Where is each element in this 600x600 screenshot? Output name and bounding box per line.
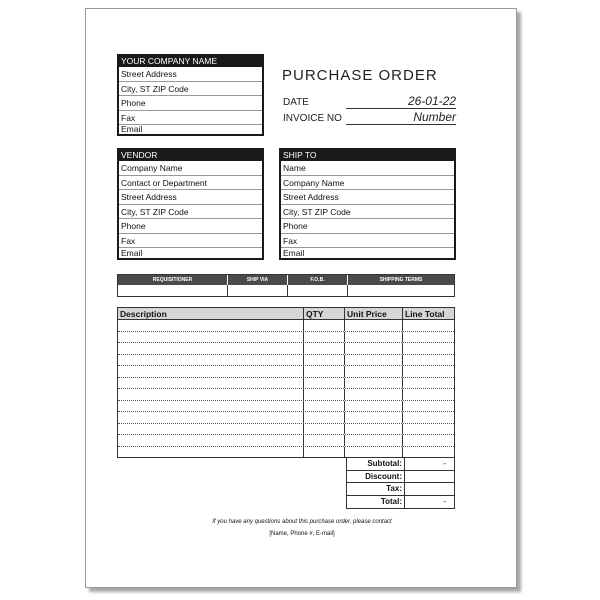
description-cell[interactable] bbox=[118, 424, 304, 435]
vendor-header: VENDOR bbox=[119, 150, 262, 161]
table-row bbox=[118, 355, 454, 367]
description-cell[interactable] bbox=[118, 378, 304, 389]
qty-cell[interactable] bbox=[304, 366, 345, 377]
ship-to-city: City, ST ZIP Code bbox=[281, 205, 454, 220]
table-row bbox=[118, 401, 454, 413]
table-row bbox=[118, 366, 454, 378]
vendor-street: Street Address bbox=[119, 190, 262, 205]
line-total-cell[interactable] bbox=[403, 332, 454, 343]
description-cell[interactable] bbox=[118, 435, 304, 446]
description-cell[interactable] bbox=[118, 355, 304, 366]
ship-to-street: Street Address bbox=[281, 190, 454, 205]
subtotal-label: Subtotal: bbox=[347, 458, 405, 470]
total-label: Total: bbox=[347, 496, 405, 509]
footer-contact-text: [Name, Phone #, E-mail] bbox=[269, 531, 335, 537]
table-row bbox=[118, 332, 454, 344]
company-box bbox=[117, 54, 264, 136]
line-total-cell[interactable] bbox=[403, 447, 454, 459]
table-row bbox=[118, 435, 454, 447]
unit-price-cell[interactable] bbox=[345, 378, 403, 389]
vendor-city: City, ST ZIP Code bbox=[119, 205, 262, 220]
company-phone: Phone bbox=[119, 96, 262, 111]
vendor-phone: Phone bbox=[119, 219, 262, 234]
fob-header: F.O.B. bbox=[288, 275, 348, 285]
qty-cell[interactable] bbox=[304, 320, 345, 331]
line-total-cell[interactable] bbox=[403, 343, 454, 354]
qty-cell[interactable] bbox=[304, 389, 345, 400]
total-row bbox=[347, 496, 454, 509]
qty-cell[interactable] bbox=[304, 435, 345, 446]
unit-price-header: Unit Price bbox=[345, 308, 403, 319]
line-total-cell[interactable] bbox=[403, 435, 454, 446]
line-total-header: Line Total bbox=[405, 309, 445, 319]
total-value: - bbox=[443, 496, 446, 506]
vendor-box bbox=[117, 148, 264, 260]
qty-cell[interactable] bbox=[304, 332, 345, 343]
description-cell[interactable] bbox=[118, 447, 304, 459]
vendor-company: Company Name bbox=[119, 161, 262, 176]
line-total-cell[interactable] bbox=[403, 401, 454, 412]
ship-to-header: SHIP TO bbox=[281, 150, 454, 161]
unit-price-cell[interactable] bbox=[345, 412, 403, 423]
company-fax: Fax bbox=[119, 111, 262, 126]
table-row bbox=[118, 343, 454, 355]
unit-price-cell[interactable] bbox=[345, 320, 403, 331]
description-cell[interactable] bbox=[118, 320, 304, 331]
ship-via-header: SHIP VIA bbox=[228, 275, 288, 285]
unit-price-cell[interactable] bbox=[345, 355, 403, 366]
discount-label: Discount: bbox=[347, 471, 405, 483]
requisition-value-row bbox=[118, 285, 454, 296]
tax-value[interactable] bbox=[405, 483, 454, 495]
line-total-cell[interactable] bbox=[403, 320, 454, 331]
qty-cell[interactable] bbox=[304, 355, 345, 366]
ship-to-phone: Phone bbox=[281, 219, 454, 234]
line-items-header-row bbox=[118, 308, 454, 320]
line-items-body bbox=[118, 320, 454, 458]
footer-question-text: If you have any questions about this purchase order, please contact bbox=[212, 519, 392, 525]
subtotal-value: - bbox=[443, 459, 446, 468]
requisition-table bbox=[117, 274, 455, 297]
description-cell[interactable] bbox=[118, 389, 304, 400]
qty-cell[interactable] bbox=[304, 424, 345, 435]
requisition-header-row bbox=[118, 275, 454, 285]
vendor-fax: Fax bbox=[119, 234, 262, 249]
line-total-cell[interactable] bbox=[403, 424, 454, 435]
qty-cell[interactable] bbox=[304, 447, 345, 459]
ship-to-fax: Fax bbox=[281, 234, 454, 249]
company-street: Street Address bbox=[119, 67, 262, 82]
table-row bbox=[118, 447, 454, 459]
table-row bbox=[118, 412, 454, 424]
company-city: City, ST ZIP Code bbox=[119, 82, 262, 97]
shipping-terms-cell[interactable] bbox=[348, 285, 454, 296]
ship-to-name: Name bbox=[281, 161, 454, 176]
invoice-label: INVOICE NO bbox=[283, 113, 342, 124]
unit-price-cell[interactable] bbox=[345, 447, 403, 459]
totals-table bbox=[346, 458, 455, 509]
line-total-cell[interactable] bbox=[403, 389, 454, 400]
qty-cell[interactable] bbox=[304, 401, 345, 412]
vendor-contact: Contact or Department bbox=[119, 176, 262, 191]
table-row bbox=[118, 378, 454, 390]
description-cell[interactable] bbox=[118, 332, 304, 343]
qty-cell[interactable] bbox=[304, 378, 345, 389]
ship-to-email: Email bbox=[283, 248, 305, 258]
vendor-email: Email bbox=[121, 248, 143, 258]
discount-value[interactable] bbox=[405, 471, 454, 483]
subtotal-row bbox=[347, 458, 454, 471]
date-label: DATE bbox=[283, 97, 309, 108]
unit-price-cell[interactable] bbox=[345, 332, 403, 343]
unit-price-cell[interactable] bbox=[345, 424, 403, 435]
ship-via-cell[interactable] bbox=[228, 285, 288, 296]
company-header: YOUR COMPANY NAME bbox=[119, 56, 262, 67]
qty-header: QTY bbox=[304, 308, 345, 319]
invoice-value[interactable]: Number bbox=[346, 110, 456, 125]
table-row bbox=[118, 424, 454, 436]
description-cell[interactable] bbox=[118, 343, 304, 354]
table-row bbox=[118, 320, 454, 332]
unit-price-cell[interactable] bbox=[345, 401, 403, 412]
unit-price-cell[interactable] bbox=[345, 343, 403, 354]
unit-price-cell[interactable] bbox=[345, 366, 403, 377]
line-items-table bbox=[117, 307, 455, 458]
line-total-cell[interactable] bbox=[403, 412, 454, 423]
line-total-cell[interactable] bbox=[403, 378, 454, 389]
description-cell[interactable] bbox=[118, 366, 304, 377]
date-value[interactable]: 26-01-22 bbox=[346, 94, 456, 109]
tax-row bbox=[347, 483, 454, 496]
ship-to-box bbox=[279, 148, 456, 260]
requisitioner-header: REQUISITIONER bbox=[118, 275, 228, 285]
company-email: Email bbox=[121, 125, 143, 134]
qty-cell[interactable] bbox=[304, 343, 345, 354]
ship-to-company: Company Name bbox=[281, 176, 454, 191]
description-cell[interactable] bbox=[118, 412, 304, 423]
page-title: PURCHASE ORDER bbox=[282, 67, 438, 84]
unit-price-cell[interactable] bbox=[345, 389, 403, 400]
description-cell[interactable] bbox=[118, 401, 304, 412]
table-row bbox=[118, 389, 454, 401]
description-header: Description bbox=[118, 308, 304, 319]
unit-price-cell[interactable] bbox=[345, 435, 403, 446]
discount-row bbox=[347, 471, 454, 484]
line-total-cell[interactable] bbox=[403, 366, 454, 377]
tax-label: Tax: bbox=[347, 483, 405, 495]
qty-cell[interactable] bbox=[304, 412, 345, 423]
requisitioner-cell[interactable] bbox=[118, 285, 228, 296]
line-total-cell[interactable] bbox=[403, 355, 454, 366]
purchase-order-page bbox=[85, 8, 517, 588]
fob-cell[interactable] bbox=[288, 285, 348, 296]
shipping-terms-header: SHIPPING TERMS bbox=[379, 277, 423, 283]
